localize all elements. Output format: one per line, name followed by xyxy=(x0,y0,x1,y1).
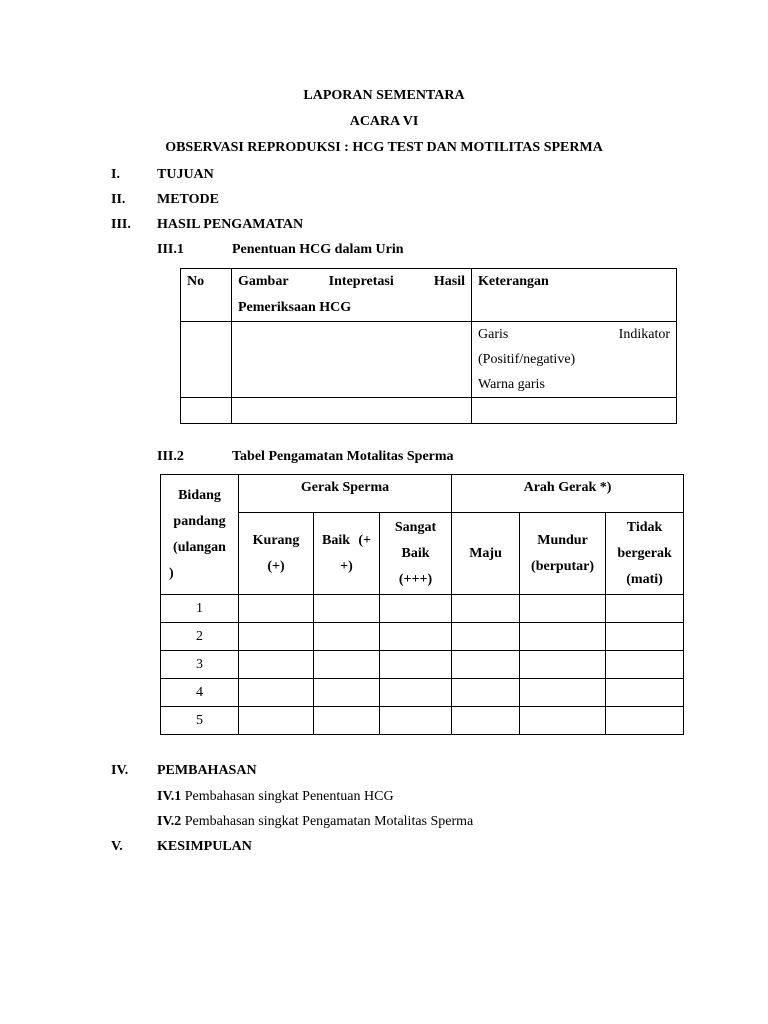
table-row xyxy=(161,595,684,623)
hcg-col-gambar-word3: Hasil xyxy=(433,274,465,289)
motility-col-baik xyxy=(314,513,380,595)
motility-cell xyxy=(314,679,380,707)
motility-cell xyxy=(452,623,520,651)
motility-cell xyxy=(380,623,452,651)
motility-col-kurang-line2: (+) xyxy=(267,558,285,574)
motility-cell xyxy=(606,595,684,623)
motility-cell xyxy=(239,651,314,679)
motility-cell xyxy=(314,651,380,679)
motility-cell xyxy=(452,679,520,707)
section-1-label: TUJUAN xyxy=(157,167,214,182)
motility-col-bidang-line4: ) xyxy=(169,566,174,581)
section-4-1-number: IV.1 xyxy=(157,789,182,804)
section-3-2-number: III.2 xyxy=(157,449,184,464)
section-4-1-label: Pembahasan singkat Penentuan HCG xyxy=(184,789,394,804)
motility-col-kurang xyxy=(239,513,314,595)
motility-row-number: 3 xyxy=(161,651,239,679)
motility-cell xyxy=(239,679,314,707)
motility-col-sangat-baik-line2: Baik xyxy=(401,545,430,561)
motility-row-number: 2 xyxy=(161,623,239,651)
document-topic: OBSERVASI REPRODUKSI : HCG TEST DAN MOTILITAS SPERMA xyxy=(165,140,603,155)
motility-cell xyxy=(520,651,606,679)
hcg-col-gambar-line1 xyxy=(238,269,465,295)
hcg-row1-keterangan xyxy=(472,322,677,398)
hcg-row1-no xyxy=(181,322,232,398)
motility-cell xyxy=(606,679,684,707)
hcg-row1-ket-line1 xyxy=(478,322,670,347)
motility-col-gerak-sperma-label: Gerak Sperma xyxy=(300,480,390,495)
section-4-label: PEMBAHASAN xyxy=(157,763,257,778)
motility-row-number: 4 xyxy=(161,679,239,707)
motility-col-maju-label: Maju xyxy=(469,545,502,561)
motility-cell xyxy=(520,707,606,735)
motility-cell xyxy=(380,651,452,679)
motility-col-tidak-line3: (mati) xyxy=(626,571,663,587)
hcg-row1-ket-line3: Warna garis xyxy=(478,377,545,392)
motility-cell xyxy=(239,623,314,651)
hcg-row2-keterangan xyxy=(472,398,677,424)
section-4-2-number: IV.2 xyxy=(157,814,182,829)
motility-col-baik-line2: +) xyxy=(340,558,353,574)
table-row xyxy=(161,651,684,679)
hcg-row1-ket-line2: (Positif/negative) xyxy=(478,352,576,367)
section-1-number: I. xyxy=(111,167,120,182)
motility-cell xyxy=(520,595,606,623)
motility-col-arah-gerak-label: Arah Gerak *) xyxy=(523,480,612,495)
document-subtitle: ACARA VI xyxy=(349,114,419,129)
motility-col-maju xyxy=(452,513,520,595)
motility-cell xyxy=(452,707,520,735)
motility-header-row-2 xyxy=(161,513,684,595)
motility-cell xyxy=(606,651,684,679)
section-3-1-label: Penentuan HCG dalam Urin xyxy=(232,242,404,257)
motility-col-gerak-sperma xyxy=(239,475,452,513)
motility-cell xyxy=(314,707,380,735)
document-title: LAPORAN SEMENTARA xyxy=(303,88,465,103)
motility-cell xyxy=(314,595,380,623)
motility-col-mundur-line2: (berputar) xyxy=(531,558,595,574)
motility-cell xyxy=(380,679,452,707)
motility-col-sangat-baik xyxy=(380,513,452,595)
hcg-row2-gambar xyxy=(232,398,472,424)
table-row xyxy=(161,623,684,651)
section-2-number: II. xyxy=(111,192,126,207)
hcg-col-gambar-word1: Gambar xyxy=(238,274,289,289)
hcg-row1-ket-word1: Garis xyxy=(478,327,509,342)
motility-cell xyxy=(380,707,452,735)
motility-col-bidang-line1: Bidang xyxy=(178,488,221,503)
motility-row-number: 5 xyxy=(161,707,239,735)
section-3-number: III. xyxy=(111,217,131,232)
motility-col-mundur-line1: Mundur xyxy=(537,532,588,548)
motility-col-baik-word1: Baik xyxy=(322,532,351,548)
section-3-2-label: Tabel Pengamatan Motalitas Sperma xyxy=(232,449,454,464)
hcg-col-gambar-word2: Intepretasi xyxy=(328,274,394,289)
motility-col-bidang-line3: (ulangan xyxy=(173,540,226,555)
motility-col-tidak-bergerak xyxy=(606,513,684,595)
motility-row-number: 1 xyxy=(161,595,239,623)
motility-col-arah-gerak xyxy=(452,475,684,513)
motility-header-row-1 xyxy=(161,475,684,513)
table-row xyxy=(161,707,684,735)
table-row xyxy=(161,679,684,707)
section-5-number: V. xyxy=(111,839,123,854)
motility-cell xyxy=(239,707,314,735)
motility-table xyxy=(160,474,684,735)
section-3-label: HASIL PENGAMATAN xyxy=(157,217,304,232)
motility-cell xyxy=(452,651,520,679)
section-4-2-label: Pembahasan singkat Pengamatan Motalitas Sperma xyxy=(184,814,474,829)
motility-col-baik-word2: (+ xyxy=(358,532,371,548)
motility-cell xyxy=(380,595,452,623)
section-4-number: IV. xyxy=(111,763,129,778)
motility-col-tidak-line2: bergerak xyxy=(617,545,672,561)
motility-col-bidang-line2: pandang xyxy=(173,514,226,529)
motility-col-mundur xyxy=(520,513,606,595)
section-3-1-number: III.1 xyxy=(157,242,184,257)
section-4-1 xyxy=(157,789,394,805)
motility-col-sangat-baik-line1: Sangat xyxy=(394,519,437,535)
hcg-col-keterangan-label: Keterangan xyxy=(478,274,549,289)
hcg-row2-no xyxy=(181,398,232,424)
table-row xyxy=(181,398,677,424)
hcg-table xyxy=(180,268,677,424)
hcg-row1-gambar xyxy=(232,322,472,398)
motility-cell xyxy=(520,623,606,651)
motility-cell xyxy=(314,623,380,651)
section-4-2 xyxy=(157,814,473,830)
hcg-col-keterangan xyxy=(472,269,677,322)
section-5-label: KESIMPULAN xyxy=(157,839,252,854)
hcg-col-gambar-line2: Pemeriksaan HCG xyxy=(238,300,352,315)
motility-col-baik-line1 xyxy=(316,528,377,554)
motility-cell xyxy=(520,679,606,707)
motility-col-bidang xyxy=(161,475,239,595)
motility-cell xyxy=(452,595,520,623)
motility-col-kurang-line1: Kurang xyxy=(252,532,300,548)
section-2-label: METODE xyxy=(157,192,219,207)
hcg-col-no-label: No xyxy=(187,274,205,289)
hcg-col-no xyxy=(181,269,232,322)
table-row xyxy=(181,322,677,398)
hcg-row1-ket-word2: Indikator xyxy=(618,327,670,342)
motility-cell xyxy=(239,595,314,623)
motility-cell xyxy=(606,707,684,735)
motility-col-tidak-line1: Tidak xyxy=(626,519,663,535)
hcg-header-row xyxy=(181,269,677,322)
motility-col-sangat-baik-line3: (+++) xyxy=(398,571,433,587)
motility-cell xyxy=(606,623,684,651)
hcg-col-gambar xyxy=(232,269,472,322)
